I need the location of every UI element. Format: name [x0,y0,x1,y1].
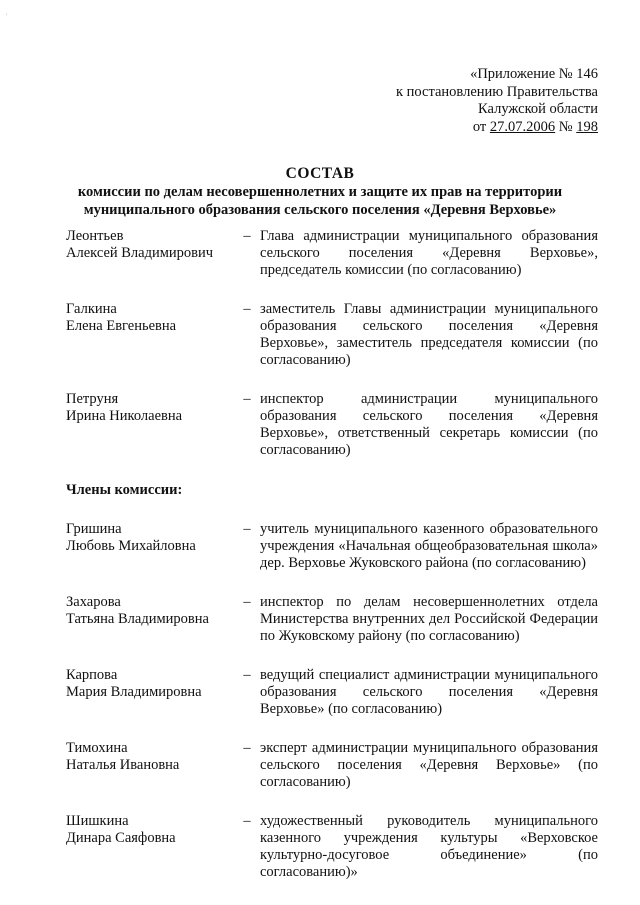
member-name [66,594,234,628]
number-sign: № [555,118,577,135]
list-item [66,594,598,645]
dash-separator: – [243,301,251,317]
commission-list [66,228,598,881]
member-name [66,813,234,847]
member-name [66,740,234,774]
document-subtitle-line-2: муниципального образования сельского поселения «Деревня Верховье» [83,202,557,218]
dash-separator: – [243,813,251,829]
member-role: инспектор администрации муниципального образования сельского поселения «Деревня Верховье», ответственный секретарь комиссии (по согласованию) [260,391,598,458]
list-item [66,391,598,459]
list-item [66,813,598,881]
member-given-names: Наталья Ивановна [66,757,180,773]
member-given-names: Любовь Михайловна [66,538,196,554]
decree-number: 198 [576,118,598,135]
appendix-reference: к постановлению Правительства [396,83,598,100]
member-given-names: Елена Евгеньевна [66,318,177,334]
dash-separator: – [243,521,251,537]
document-title: СОСТАВ [285,165,355,182]
list-item [66,228,598,279]
list-item [66,740,598,791]
member-surname: Леонтьев [66,228,124,244]
dash-separator: – [243,594,251,610]
title-block [40,165,600,219]
member-surname: Карпова [66,667,118,683]
member-name [66,521,234,555]
member-role: художественный руководитель муниципального казенного учреждения культуры «Верховское культурно-досуговое объединение» (по согласованию)» [260,813,598,880]
appendix-number: «Приложение № 146 [470,66,598,82]
list-item [66,301,598,369]
member-given-names: Мария Владимировна [66,684,202,700]
member-surname: Галкина [66,301,117,317]
member-role: учитель муниципального казенного образовательного учреждения «Начальная общеобразовательная школа» дер. Верховье Жуковского района (по согласованию) [260,521,598,571]
member-given-names: Татьяна Владимировна [66,611,209,627]
dash-separator: – [243,667,251,683]
date-prefix: от [472,118,490,135]
member-name [66,301,234,335]
appendix-header [298,66,598,136]
member-surname: Шишкина [66,813,129,829]
dash-separator: – [243,740,251,756]
member-role: заместитель Главы администрации муниципального образования сельского поселения «Деревня Верховье», заместитель председателя комиссии (по согласованию) [260,301,598,368]
member-role: эксперт администрации муниципального образования сельского поселения «Деревня Верховье» (по согласованию) [260,740,598,790]
member-given-names: Динара Саяфовна [66,830,176,846]
document-subtitle-line-1: комиссии по делам несовершеннолетних и защите их прав на территории [77,184,563,200]
scan-mark: ' [6,12,8,21]
appendix-region: Калужской области [478,101,598,117]
appendix-date-line [298,119,598,137]
members-heading: Члены комиссии: [66,482,183,498]
member-role: инспектор по делам несовершеннолетних отдела Министерства внутренних дел Российской Федерации по Жуковскому району (по согласованию) [260,594,598,644]
member-given-names: Ирина Николаевна [66,408,183,424]
member-name [66,228,234,262]
member-name [66,667,234,701]
member-name [66,391,234,425]
member-surname: Захарова [66,594,121,610]
member-role: ведущий специалист администрации муниципального образования сельского поселения «Деревня Верховье» (по согласованию) [260,667,598,717]
dash-separator: – [243,228,251,244]
list-item [66,667,598,718]
member-surname: Гришина [66,521,122,537]
member-surname: Петруня [66,391,119,407]
member-given-names: Алексей Владимирович [66,245,214,261]
dash-separator: – [243,391,251,407]
member-role: Глава администрации муниципального образования сельского поселения «Деревня Верховье», председатель комиссии (по согласованию) [260,228,598,278]
decree-date: 27.07.2006 [489,118,556,135]
list-item [66,521,598,572]
member-surname: Тимохина [66,740,128,756]
